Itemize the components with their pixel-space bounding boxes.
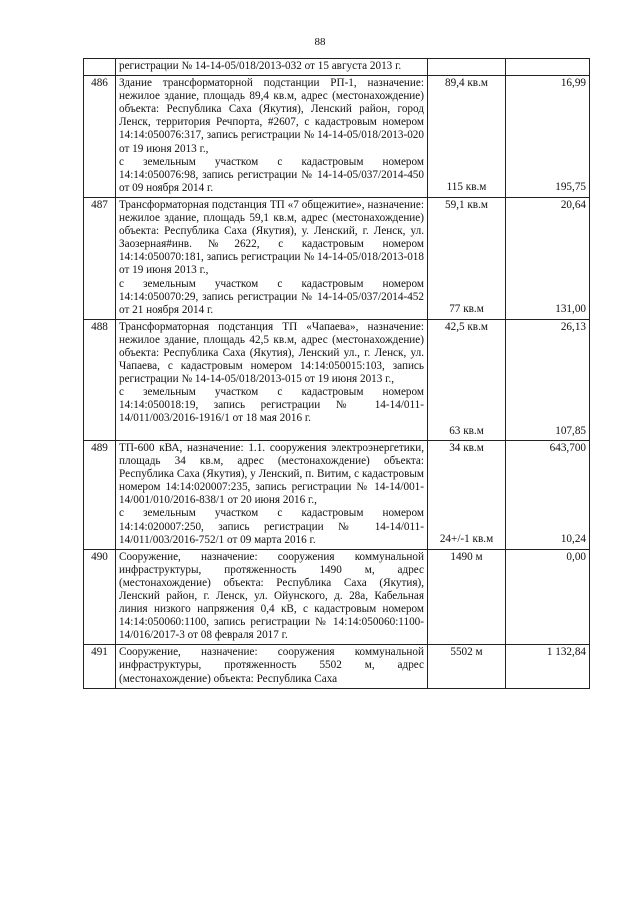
table-row (84, 549, 590, 645)
area-cell (428, 319, 506, 440)
object-description (116, 549, 428, 645)
row-number: 491 (84, 645, 116, 688)
object-value: 16,99 (560, 77, 586, 90)
value-cell (506, 76, 590, 198)
row-number: 489 (84, 440, 116, 549)
land-plot-text: с земельным участком с кадастровым номером 14:14:050076:98, запись регистрации № 14-14-05/037/2014-450 от 09 ноября 2014 г. (119, 155, 424, 194)
table-row (84, 59, 590, 76)
object-value: 0,00 (566, 550, 586, 563)
area-cell (428, 76, 506, 198)
object-value: 20,64 (560, 198, 586, 211)
area-cell (428, 197, 506, 319)
object-value: 643,700 (549, 441, 586, 454)
land-area: 115 кв.м (446, 181, 487, 194)
row-number: 486 (84, 76, 116, 198)
object-area: 5502 м (450, 646, 483, 659)
object-description (116, 440, 428, 549)
land-area: 24+/-1 кв.м (439, 533, 494, 546)
row-number: 490 (84, 549, 116, 645)
value-cell (506, 645, 590, 688)
object-description (116, 197, 428, 319)
value-cell (506, 59, 590, 76)
object-area: 42,5 кв.м (445, 320, 488, 333)
object-text: Сооружение, назначение: сооружения коммунальной инфраструктуры, протяженность 1490 м, адрес (местонахождение) объекта: Республика Саха (Якутия), Ленский район, г. Ленск, ул. Ойунского, д. 28а, Кабельная линия низкого напряжения 0,4 кВ, с кадастровым номером 14:14:050060:1100, запись регистрации № 14:14:050060:1100-14/016/2017-3 от 08 февраля 2017 г. (119, 550, 424, 642)
property-table (83, 58, 590, 689)
object-value: 1 132,84 (546, 646, 586, 659)
table-row (84, 319, 590, 440)
object-description (116, 645, 428, 688)
object-value: 26,13 (560, 320, 586, 333)
area-cell (428, 645, 506, 688)
object-area: 34 кв.м (449, 441, 484, 454)
object-text: регистрации № 14-14-05/018/2013-032 от 15 августа 2013 г. (119, 60, 402, 72)
land-value: 131,00 (555, 303, 586, 316)
value-cell (506, 440, 590, 549)
object-description (116, 319, 428, 440)
land-plot-text: с земельным участком с кадастровым номером 14:14:050018:19, запись регистрации № 14-14/011-14/011/003/2016-1916/1 от 18 мая 2016 г. (119, 386, 424, 425)
land-area: 63 кв.м (449, 424, 484, 437)
row-number: 488 (84, 319, 116, 440)
land-plot-text: с земельным участком с кадастровым номером 14:14:050070:29, запись регистрации № 14-14-05/037/2014-452 от 21 ноября 2014 г. (119, 277, 424, 316)
object-area: 59,1 кв.м (445, 198, 488, 211)
object-text: Здание трансформаторной подстанции РП-1, назначение: нежилое здание, площадь 89,4 кв.м, адрес (местонахождение) объекта: Республика Саха (Якутия), Ленский район, город Ленск, территория Речпорта, #2607, с кадастровым номером 14:14:050076:317, запись регистрации № 14-14-05/018/2013-020 от 19 июня 2013 г., (119, 77, 424, 155)
table-row (84, 645, 590, 688)
row-number (84, 59, 116, 76)
area-cell (428, 440, 506, 549)
area-cell (428, 59, 506, 76)
land-value: 195,75 (555, 181, 586, 194)
land-area: 77 кв.м (449, 303, 484, 316)
page-number: 88 (314, 36, 326, 48)
object-area: 1490 м (450, 550, 483, 563)
object-area: 89,4 кв.м (445, 77, 488, 90)
value-cell (506, 197, 590, 319)
land-plot-text: с земельным участком с кадастровым номером 14:14:020007:250, запись регистрации № 14-14/011-14/011/003/2016-752/1 от 09 марта 2016 г. (119, 507, 424, 546)
object-description (116, 76, 428, 198)
object-text: Трансформаторная подстанция ТП «7 общежитие», назначение: нежилое здание, площадь 59,1 кв.м, адрес (местонахождение) объекта: Республика Саха (Якутия), у. Ленский, г. Ленск, ул. Заозерная#инв.№2622, с кадастровым номером 14:14:050070:181, запись регистрации № 14-14-05/018/2013-018 от 19 июня 2013 г., (119, 198, 424, 277)
table-row (84, 197, 590, 319)
value-cell (506, 319, 590, 440)
object-text: Сооружение, назначение: сооружения коммунальной инфраструктуры, протяженность 5502 м, адрес (местонахождение) объекта: Республика Саха (119, 646, 424, 685)
land-value: 107,85 (555, 424, 586, 437)
table-row (84, 440, 590, 549)
land-value: 10,24 (560, 533, 586, 546)
object-text: ТП-600 кВА, назначение: 1.1. сооружения электроэнергетики, площадь 34 кв.м, адрес (местонахождение) объекта: Республика Саха (Якутия), у Ленский, п. Витим, с кадастровым номером 14:14:020007:235, запись регистрации № 14-14/001-14/001/010/2016-838/1 от 20 июня 2016 г., (119, 441, 424, 507)
object-description (116, 59, 428, 76)
area-cell (428, 549, 506, 645)
table-row (84, 76, 590, 198)
object-text: Трансформаторная подстанция ТП «Чапаева», назначение: нежилое здание, площадь 42,5 кв.м, адрес (местонахождение) объекта: Республика Саха (Якутия), Ленский ул., г. Ленск, ул. Чапаева, с кадастровым номером 14:14:050015:103, запись регистрации № 14-14-05/018/2013-015 от 19 июня 2013 г., (119, 320, 424, 386)
value-cell (506, 549, 590, 645)
row-number: 487 (84, 197, 116, 319)
